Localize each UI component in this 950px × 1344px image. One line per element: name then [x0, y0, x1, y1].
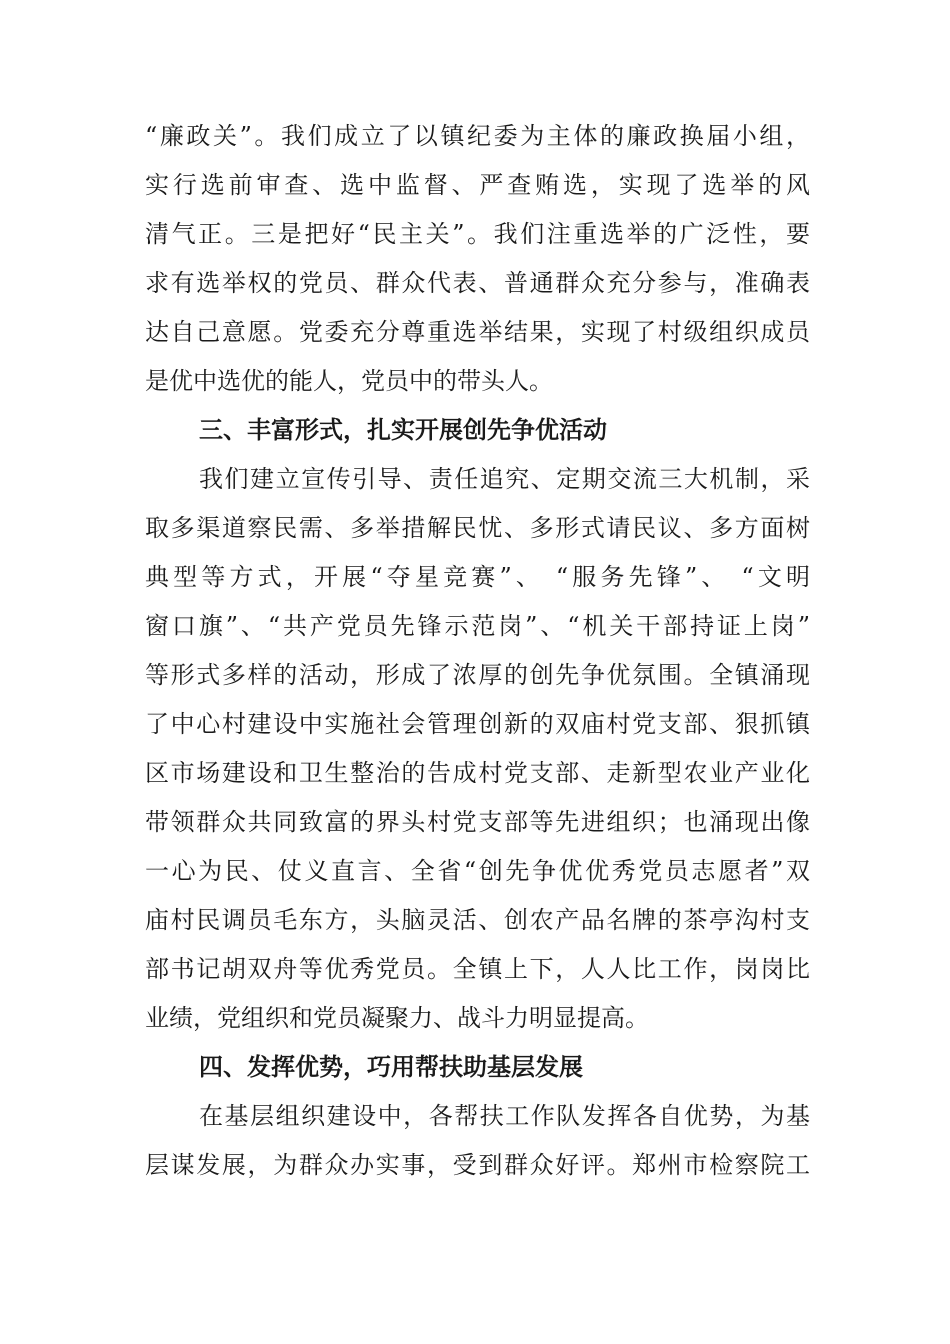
- body-line-12: 等形式多样的活动，形成了浓厚的创先争优氛围。全镇涌现: [145, 661, 810, 689]
- body-line-22: 层谋发展，为群众办实事，受到群众好评。郑州市检察院工: [145, 1151, 810, 1179]
- body-line-11: 窗口旗”、“共产党员先锋示范岗”、“机关干部持证上岗”: [145, 612, 810, 640]
- body-line-2: 实行选前审查、选中监督、严查贿选，实现了选举的风: [145, 171, 810, 199]
- body-line-6: 是优中选优的能人，党员中的带头人。: [145, 367, 553, 395]
- section-heading-4: 四、发挥优势，巧用帮扶助基层发展: [199, 1053, 583, 1081]
- body-line-19: 业绩，党组织和党员凝聚力、战斗力明显提高。: [145, 1004, 649, 1032]
- body-line-14: 区市场建设和卫生整治的告成村党支部、走新型农业产业化: [145, 759, 810, 787]
- body-line-5: 达自己意愿。党委充分尊重选举结果，实现了村级组织成员: [145, 318, 810, 346]
- body-line-21: 在基层组织建设中，各帮扶工作队发挥各自优势，为基: [199, 1102, 810, 1130]
- body-line-4: 求有选举权的党员、群众代表、普通群众充分参与，准确表: [145, 269, 810, 297]
- body-line-9: 取多渠道察民需、多举措解民忧、多形式请民议、多方面树: [145, 514, 810, 542]
- body-line-15: 带领群众共同致富的界头村党支部等先进组织；也涌现出像: [145, 808, 810, 836]
- body-line-18: 部书记胡双舟等优秀党员。全镇上下，人人比工作，岗岗比: [145, 955, 810, 983]
- body-line-10: 典型等方式，开展“夺星竞赛”、 “服务先锋”、 “文明: [145, 563, 810, 591]
- body-line-3: 清气正。三是把好“民主关”。我们注重选举的广泛性，要: [145, 220, 810, 248]
- body-line-1: “廉政关”。我们成立了以镇纪委为主体的廉政换届小组，: [145, 122, 810, 150]
- document-body: [145, 112, 810, 1190]
- body-line-13: 了中心村建设中实施社会管理创新的双庙村党支部、狠抓镇: [145, 710, 810, 738]
- section-heading-3: 三、丰富形式，扎实开展创先争优活动: [199, 416, 607, 444]
- body-line-17: 庙村民调员毛东方，头脑灵活、创农产品名牌的茶亭沟村支: [145, 906, 810, 934]
- body-line-16: 一心为民、仗义直言、全省“创先争优优秀党员志愿者”双: [145, 857, 810, 885]
- body-line-8: 我们建立宣传引导、责任追究、定期交流三大机制，采: [199, 465, 810, 493]
